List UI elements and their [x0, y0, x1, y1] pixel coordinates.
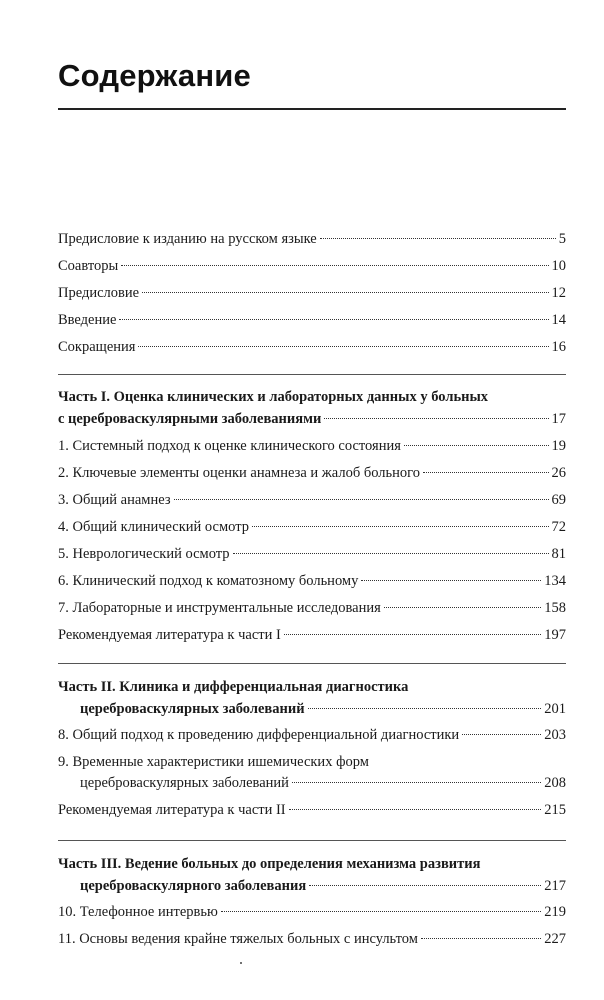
page-title: Содержание	[58, 58, 251, 93]
dot-leader	[324, 418, 548, 419]
toc-entry-page: 14	[551, 312, 566, 328]
toc-entry-text: 10. Телефонное интервью	[58, 904, 218, 920]
toc-entry-page: 158	[544, 600, 566, 616]
toc-entry-page: 10	[551, 258, 566, 274]
dot-leader	[221, 911, 541, 912]
dot-leader	[292, 782, 541, 783]
toc-entry-page: 81	[551, 546, 566, 562]
toc-entry-page: 12	[551, 285, 566, 301]
toc-entry-page: 19	[551, 438, 566, 454]
toc-entry-chapter	[58, 900, 566, 924]
toc-entry-text: 8. Общий подход к проведению дифференциальной диагностики	[58, 727, 460, 743]
toc-entry-page: 16	[551, 339, 566, 355]
part-heading-line: цереброваскулярных заболеваний	[80, 701, 305, 717]
part-heading-line: цереброваскулярного заболевания	[80, 878, 307, 894]
toc-entry-page: 203	[544, 727, 566, 743]
title-rule	[58, 108, 566, 110]
part-heading-line: Часть II. Клиника и дифференциальная диагностика	[58, 679, 409, 695]
toc-entry-chapter	[58, 515, 566, 539]
dot-leader	[233, 553, 549, 554]
toc-entry-page: 227	[544, 931, 566, 947]
toc-entry-page: 215	[544, 802, 566, 818]
dot-leader	[308, 708, 542, 709]
toc-entry-text: 2. Ключевые элементы оценки анамнеза и жалоб больного	[58, 465, 420, 481]
dot-leader	[138, 346, 548, 347]
toc-entry-text: 1. Системный подход к оценке клинического состояния	[58, 438, 401, 454]
toc-entry-page: 17	[551, 411, 566, 427]
toc-entry-text: Рекомендуемая литература к части II	[58, 802, 286, 818]
toc-entry-page: 201	[544, 701, 566, 717]
part-heading-entry	[58, 697, 566, 721]
toc-entry-text: Сокращения	[58, 339, 136, 355]
dot-leader	[384, 607, 541, 608]
toc-entry-chapter	[58, 434, 566, 458]
toc-entry-text: 9. Временные характеристики ишемических форм	[58, 754, 369, 770]
toc-entry-text: 4. Общий клинический осмотр	[58, 519, 249, 535]
toc-entry-text: 5. Неврологический осмотр	[58, 546, 230, 562]
dot-leader	[421, 938, 541, 939]
toc-entry-text: Введение	[58, 312, 117, 328]
part-heading-line: с цереброваскулярными заболеваниями	[58, 411, 322, 427]
toc-entry-references	[58, 623, 566, 647]
dot-leader	[252, 526, 549, 527]
part-heading-entry	[58, 407, 566, 431]
toc-entry-chapter-continued	[58, 771, 566, 795]
toc-entry-page: 5	[558, 231, 566, 247]
dot-leader	[462, 734, 541, 735]
toc-entry-chapter	[58, 569, 566, 593]
toc-entry-page: 219	[544, 904, 566, 920]
dot-leader	[320, 238, 556, 239]
dot-leader	[121, 265, 548, 266]
toc-entry-chapter	[58, 927, 566, 951]
toc-entry-page: 72	[551, 519, 566, 535]
toc-entry-preface-russian	[58, 227, 566, 251]
toc-entry-text: 7. Лабораторные и инструментальные исследования	[58, 600, 381, 616]
toc-entry-text: Соавторы	[58, 258, 119, 274]
toc-entry-chapter	[58, 542, 566, 566]
dot-leader	[119, 319, 548, 320]
toc-entry-page: 208	[544, 775, 566, 791]
toc-entry-chapter	[58, 488, 566, 512]
part-heading-entry	[58, 874, 566, 898]
section-divider	[58, 374, 566, 375]
section-divider	[58, 663, 566, 664]
dot-leader	[361, 580, 541, 581]
dot-leader	[423, 472, 549, 473]
toc-entry-chapter	[58, 723, 566, 747]
toc-entry-references	[58, 798, 566, 822]
toc-entry-coauthors	[58, 254, 566, 278]
toc-entry-page: 69	[551, 492, 566, 508]
section-divider	[58, 840, 566, 841]
dot-leader	[142, 292, 548, 293]
toc-entry-page: 26	[551, 465, 566, 481]
dot-leader	[174, 499, 549, 500]
dot-leader	[284, 634, 541, 635]
toc-entry-chapter	[58, 461, 566, 485]
toc-entry-text: Предисловие к изданию на русском языке	[58, 231, 317, 247]
toc-entry-preface	[58, 281, 566, 305]
scan-speck	[240, 962, 242, 964]
toc-entry-text: цереброваскулярных заболеваний	[80, 775, 289, 791]
toc-entry-text: 11. Основы ведения крайне тяжелых больных с инсультом	[58, 931, 418, 947]
toc-entry-text: Предисловие	[58, 285, 140, 301]
dot-leader	[289, 809, 542, 810]
part-heading-line: Часть I. Оценка клинических и лабораторных данных у больных	[58, 389, 489, 405]
toc-entry-text: Рекомендуемая литература к части I	[58, 627, 281, 643]
toc-entry-page: 134	[544, 573, 566, 589]
dot-leader	[404, 445, 549, 446]
toc-entry-text: 6. Клинический подход к коматозному больному	[58, 573, 359, 589]
toc-entry-chapter	[58, 596, 566, 620]
toc-entry-abbreviations	[58, 335, 566, 359]
toc-entry-introduction	[58, 308, 566, 332]
toc-entry-page: 197	[544, 627, 566, 643]
part-heading-line: Часть III. Ведение больных до определения механизма развития	[58, 856, 481, 872]
dot-leader	[309, 885, 541, 886]
toc-entry-page: 217	[544, 878, 566, 894]
toc-entry-text: 3. Общий анамнез	[58, 492, 171, 508]
